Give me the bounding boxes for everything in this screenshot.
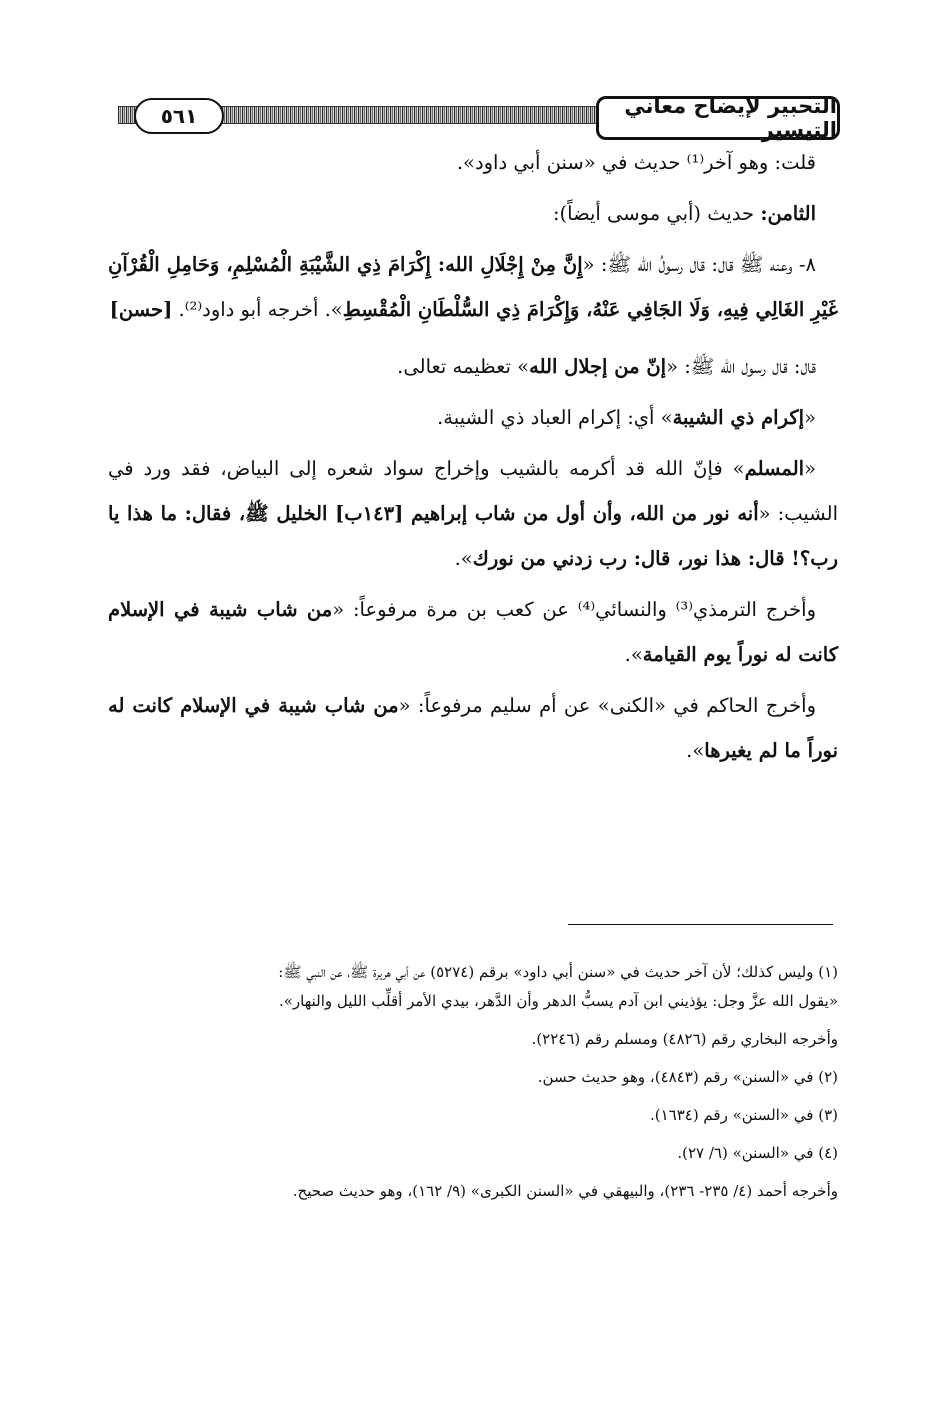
footnote-1: (١) وليس كذلك؛ لأن آخر حديث في «سنن أبي داود» برقم (٥٢٧٤) عن أبي هريرة ﷺ، عن النبي ﷺ: — [278, 963, 838, 981]
text-run: » تعظيمه تعالى. — [397, 355, 530, 378]
hadith-grade: [حسن] — [109, 298, 173, 321]
footnote-separator — [568, 924, 833, 925]
quoted-term: المسلم — [744, 457, 805, 480]
paragraph-2 — [108, 191, 838, 236]
text-run: وأخرج الترمذي⁽³⁾ والنسائي⁽⁴⁾ عن كعب بن مرة مرفوعاً: « — [332, 598, 816, 621]
quoted-narration: أنه نور من الله، وأن أول من شاب إبراهيم [١٤٣ب] الخليل ﷺ، فقال: ما هذا يا رب؟! قال: هذا نور، قال: رب زدني من نورك — [108, 502, 838, 570]
quoted-narration: من شاب شيبة في الإسلام كانت له نوراً يوم القيامة — [108, 598, 838, 666]
paragraph-7 — [108, 587, 838, 677]
quoted-narration: من شاب شيبة في الإسلام كانت له نوراً ما لم يغيرها — [108, 694, 838, 762]
paragraph-5 — [108, 395, 838, 440]
main-text — [108, 140, 838, 773]
quoted-term: إكرام ذي الشيبة — [672, 406, 805, 429]
footnote-3: (٣) في «السنن» رقم (١٦٣٤). — [649, 1106, 838, 1124]
hadith-paragraph — [108, 242, 838, 332]
text-run: ». — [686, 739, 705, 762]
text-run: ٨- وعنه ﷺ قال: قال رسولُ الله ﷺ: « — [582, 253, 816, 276]
text-run: حديث (أبي موسى أيضاً): — [552, 202, 761, 225]
text-run: » أي: إكرام العباد ذي الشيبة. — [437, 406, 673, 429]
text-run: وأخرج الحاكم في «الكنى» عن أم سليم مرفوعاً: « — [398, 694, 816, 717]
paragraph-8 — [108, 683, 838, 773]
text-run: ». أخرجه أبو داود⁽²⁾. — [172, 298, 343, 321]
page-number: ٥٦١ — [160, 104, 198, 128]
paragraph-1 — [108, 140, 838, 185]
footnote-1-source: وأخرجه البخاري رقم (٤٨٢٦) ومسلم رقم (٢٢٤٦). — [531, 1030, 838, 1048]
footnote-4: (٤) في «السنن» (٦/ ٢٧). — [677, 1144, 838, 1162]
book-title: التحبير لإيضاح معاني التيسير — [624, 94, 837, 142]
book-title-box — [596, 96, 840, 140]
text-run: « — [804, 457, 816, 480]
text-run: « — [804, 406, 816, 429]
running-header — [118, 96, 840, 142]
text-run: قلت: وهو آخر⁽¹⁾ حديث في «سنن أبي داود». — [456, 151, 816, 174]
text-run: ». — [624, 643, 643, 666]
text-run: قال: قال رسول الله ﷺ: « — [666, 355, 816, 378]
footnotes — [150, 958, 838, 1206]
text-run: ». — [454, 547, 473, 570]
hadith-text: إِنَّ مِنْ إِجْلَالِ الله: إِكْرَامَ ذِي الشَّيْبَةِ الْمُسْلِمِ، وَحَامِلِ الْقُرْآنِ غَيْرِ الغَالِي فِيهِ، وَلَا الجَافِي عَنْهُ، وَإِكْرَامَ ذِي السُّلْطَانِ الْمُقْسِطِ — [108, 253, 838, 321]
text-run: » فإنّ الله قد أكرمه بالشيب وإخراج سواد شعره إلى البياض، فقد ورد في الشيب: « — [108, 457, 838, 525]
footnote-4-continued: وأخرجه أحمد (٤/ ٢٣٥- ٢٣٦)، والبيهقي في «السنن الكبرى» (٩/ ١٦٢)، وهو حديث صحيح. — [292, 1182, 838, 1200]
quoted-term: إنّ من إجلال الله — [529, 355, 667, 378]
page-number-box — [134, 98, 224, 134]
paragraph-4 — [108, 344, 838, 389]
footnote-1-continued: «يقول الله عزَّ وجل: يؤذيني ابن آدم يسبُّ الدهر وأن الدَّهر، بيدي الأمر أقلِّب الليل والنهار». — [278, 992, 838, 1010]
section-label: الثامن: — [760, 202, 816, 225]
paragraph-6 — [108, 446, 838, 581]
footnote-2: (٢) في «السنن» رقم (٤٨٤٣)، وهو حديث حسن. — [537, 1068, 838, 1086]
